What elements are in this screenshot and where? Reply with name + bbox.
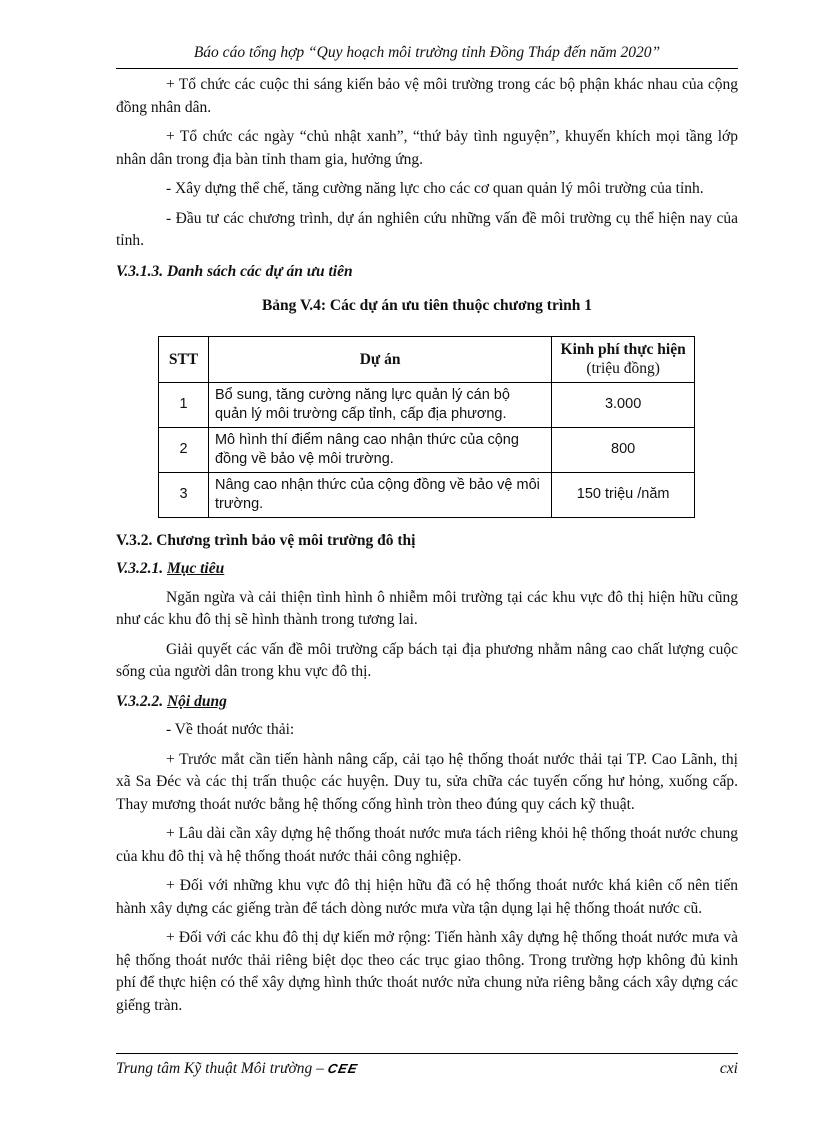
table-caption: Bảng V.4: Các dự án ưu tiên thuộc chương trình 1: [261, 297, 593, 314]
row-cost: 150 triệu /năm: [552, 472, 695, 517]
page-number: cxi: [719, 1060, 738, 1077]
paragraph: + Đối với những khu vực đô thị hiện hữu đã có hệ thống thoát nước khá kiên cố nên tiến hành xây dựng các giếng tràn để tách dòng nước mưa vừa tận dụng lại hệ thống thoát nước cũ.: [116, 877, 738, 917]
paragraph: - Xây dựng thể chế, tăng cường năng lực cho các cơ quan quản lý môi trường của tỉnh.: [166, 180, 704, 197]
cee-logo: CEE: [326, 1061, 360, 1076]
row-project: Nâng cao nhận thức của cộng đồng về bảo vệ môi trường.: [208, 472, 551, 517]
footer-organization: [116, 1060, 358, 1078]
header-rule: [116, 68, 738, 69]
paragraph: + Tổ chức các cuộc thi sáng kiến bảo vệ môi trường trong các bộ phận khác nhau của cộng đồng nhân dân.: [116, 76, 738, 116]
row-cost: 3.000: [552, 382, 695, 427]
table-row: [159, 472, 695, 517]
table-row: [159, 382, 695, 427]
footer-org-text: Trung tâm Kỹ thuật Môi trường –: [116, 1060, 328, 1077]
section-heading-v313: V.3.1.3. Danh sách các dự án ưu tiên: [116, 262, 353, 280]
header-cost-unit: (triệu đồng): [586, 360, 660, 377]
paragraph: - Đầu tư các chương trình, dự án nghiên cứu những vấn đề môi trường cụ thể hiện nay của tỉnh.: [116, 209, 738, 249]
section-title: Nội dung: [166, 692, 227, 710]
section-number: V.3.2.2.: [116, 692, 167, 710]
section-heading-v322: [116, 691, 738, 714]
section-number: V.3.2.1.: [116, 560, 167, 577]
paragraph: Ngăn ngừa và cải thiện tình hình ô nhiễm môi trường tại các khu vực đô thị hiện hữu cũng như các khu đô thị sẽ hình thành trong tương lai.: [116, 588, 738, 628]
page-content: [116, 74, 738, 1024]
table-row: [159, 427, 695, 472]
header-cost: [552, 336, 695, 382]
section-title: Mục tiêu: [166, 560, 225, 577]
row-stt: 1: [159, 382, 209, 427]
paragraph: + Tổ chức các ngày “chủ nhật xanh”, “thứ bảy tình nguyện”, khuyến khích mọi tầng lớp nhân dân trong địa bàn tỉnh tham gia, hưởng ứng.: [116, 128, 738, 168]
section-heading-v321: [116, 558, 738, 581]
page-header: Báo cáo tổng hợp “Quy hoạch môi trường tỉnh Đồng Tháp đến năm 2020”: [193, 44, 661, 61]
paragraph: + Đối với các khu đô thị dự kiến mở rộng: Tiến hành xây dựng hệ thống thoát nước mưa và hệ thống thoát nước thải riêng biệt dọc theo các trục giao thông. Trong trường hợp không đủ kinh phí để thực hiện có thể xây dựng hình thức thoát nước nửa chung nửa riêng bằng cách xây dựng các giếng tràn.: [116, 929, 738, 1014]
paragraph: Giải quyết các vấn đề môi trường cấp bách tại địa phương nhằm nâng cao chất lượng cuộc sống của người dân trong khu vực đô thị.: [116, 640, 738, 680]
row-stt: 3: [159, 472, 209, 517]
row-project: Bổ sung, tăng cường năng lực quản lý cán bộ quản lý môi trường cấp tỉnh, cấp địa phương.: [208, 382, 551, 427]
priority-projects-table: [158, 336, 695, 518]
header-project: Dự án: [208, 336, 551, 382]
paragraph: - Về thoát nước thải:: [166, 721, 295, 738]
footer-rule: [116, 1053, 738, 1054]
paragraph: + Lâu dài cần xây dựng hệ thống thoát nước mưa tách riêng khỏi hệ thống thoát nước chung của khu đô thị và hệ thống thoát nước thải công nghiệp.: [116, 825, 738, 865]
row-cost: 800: [552, 427, 695, 472]
header-cost-label: Kinh phí thực hiện: [560, 341, 686, 358]
table-header-row: [159, 336, 695, 382]
row-project: Mô hình thí điểm nâng cao nhận thức của cộng đồng về bảo vệ môi trường.: [208, 427, 551, 472]
header-stt: STT: [159, 336, 209, 382]
row-stt: 2: [159, 427, 209, 472]
paragraph: + Trước mắt cần tiến hành nâng cấp, cải tạo hệ thống thoát nước thải tại TP. Cao Lãnh, thị xã Sa Đéc và các thị trấn thuộc các huyện. Duy tu, sửa chữa các tuyến cống hư hỏng, xuống cấp. Thay mương thoát nước bằng hệ thống cống hình tròn theo đúng quy cách kỹ thuật.: [116, 750, 738, 813]
section-heading-v32: V.3.2. Chương trình bảo vệ môi trường đô thị: [116, 531, 416, 549]
